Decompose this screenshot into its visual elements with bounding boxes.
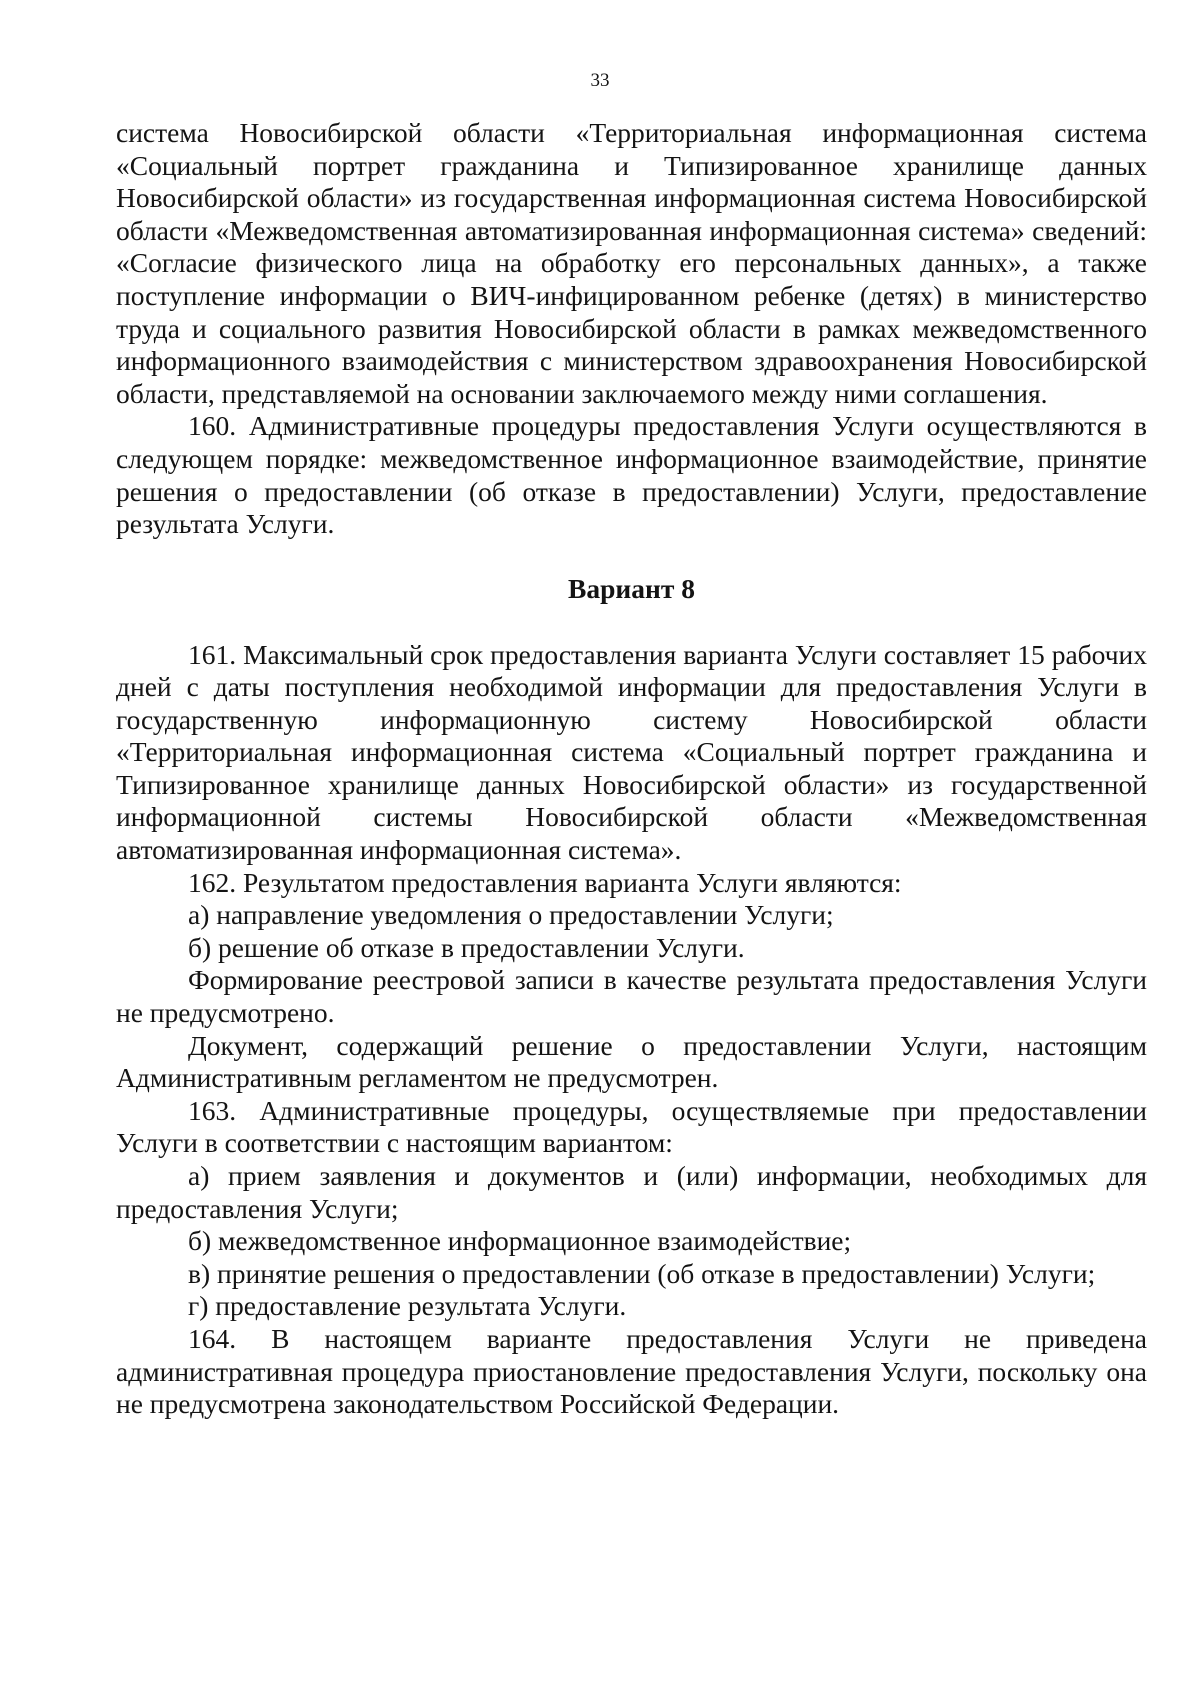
paragraph-164: 164. В настоящем варианте предоставления Услуги не приведена административная процедура приостановление предоставления Услуги, поскольку она не предусмотрена законодательством Российской Федерации. [116, 1322, 1147, 1420]
list-item: г) предоставление результата Услуги. [188, 1290, 627, 1322]
paragraph: Формирование реестровой записи в качестве результата предоставления Услуги не предусмотрено. [116, 964, 1147, 1029]
list-item: в) принятие решения о предоставлении (об отказе в предоставлении) Услуги; [188, 1257, 1096, 1289]
spacer [116, 606, 1147, 639]
list-item: б) межведомственное информационное взаимодействие; [188, 1225, 852, 1257]
list-item: а) прием заявления и документов и (или) информации, необходимых для предоставления Услуги; [116, 1160, 1147, 1224]
paragraph-161: 161. Максимальный срок предоставления варианта Услуги составляет 15 рабочих дней с даты поступления необходимой информации для предоставления Услуги в государственную информационную систему Новосибирской области «Территориальная информационная система «Социальный портрет гражданина и Типизированное хранилище данных Новосибирской области» из государственной информационной системы Новосибирской области «Межведомственная автоматизированная информационная система». [116, 638, 1147, 866]
paragraph-162: 162. Результатом предоставления варианта Услуги являются: [188, 866, 902, 898]
paragraph-163: 163. Административные процедуры, осуществляемые при предоставлении Услуги в соответствии с настоящим вариантом: [116, 1094, 1147, 1159]
list-item: а) направление уведомления о предоставлении Услуги; [188, 899, 834, 931]
section-heading: Вариант 8 [568, 573, 695, 605]
page-number: 33 [590, 70, 610, 91]
list-item: б) решение об отказе в предоставлении Услуги. [188, 931, 745, 963]
document-body [116, 117, 1147, 1421]
spacer [116, 541, 1147, 574]
paragraph-160: 160. Административные процедуры предоставления Услуги осуществляются в следующем порядке: межведомственное информационное взаимодействие, принятие решения о предоставлении (об отказе в предоставлении) Услуги, предоставление результата Услуги. [116, 410, 1147, 540]
paragraph-continuation: система Новосибирской области «Территориальная информационная система «Социальный портрет гражданина и Типизированное хранилище данных Новосибирской области» из государственная информационная система Новосибирской области «Межведомственная автоматизированная информационная система» сведений: «Согласие физического лица на обработку его персональных данных», а также поступление информации о ВИЧ-инфицированном ребенке (детях) в министерство труда и социального развития Новосибирской области в рамках межведомственного информационного взаимодействия с министерством здравоохранения Новосибирской области, представляемой на основании заключаемого между ними соглашения. [116, 117, 1147, 409]
paragraph: Документ, содержащий решение о предоставлении Услуги, настоящим Административным регламентом не предусмотрен. [116, 1029, 1147, 1094]
